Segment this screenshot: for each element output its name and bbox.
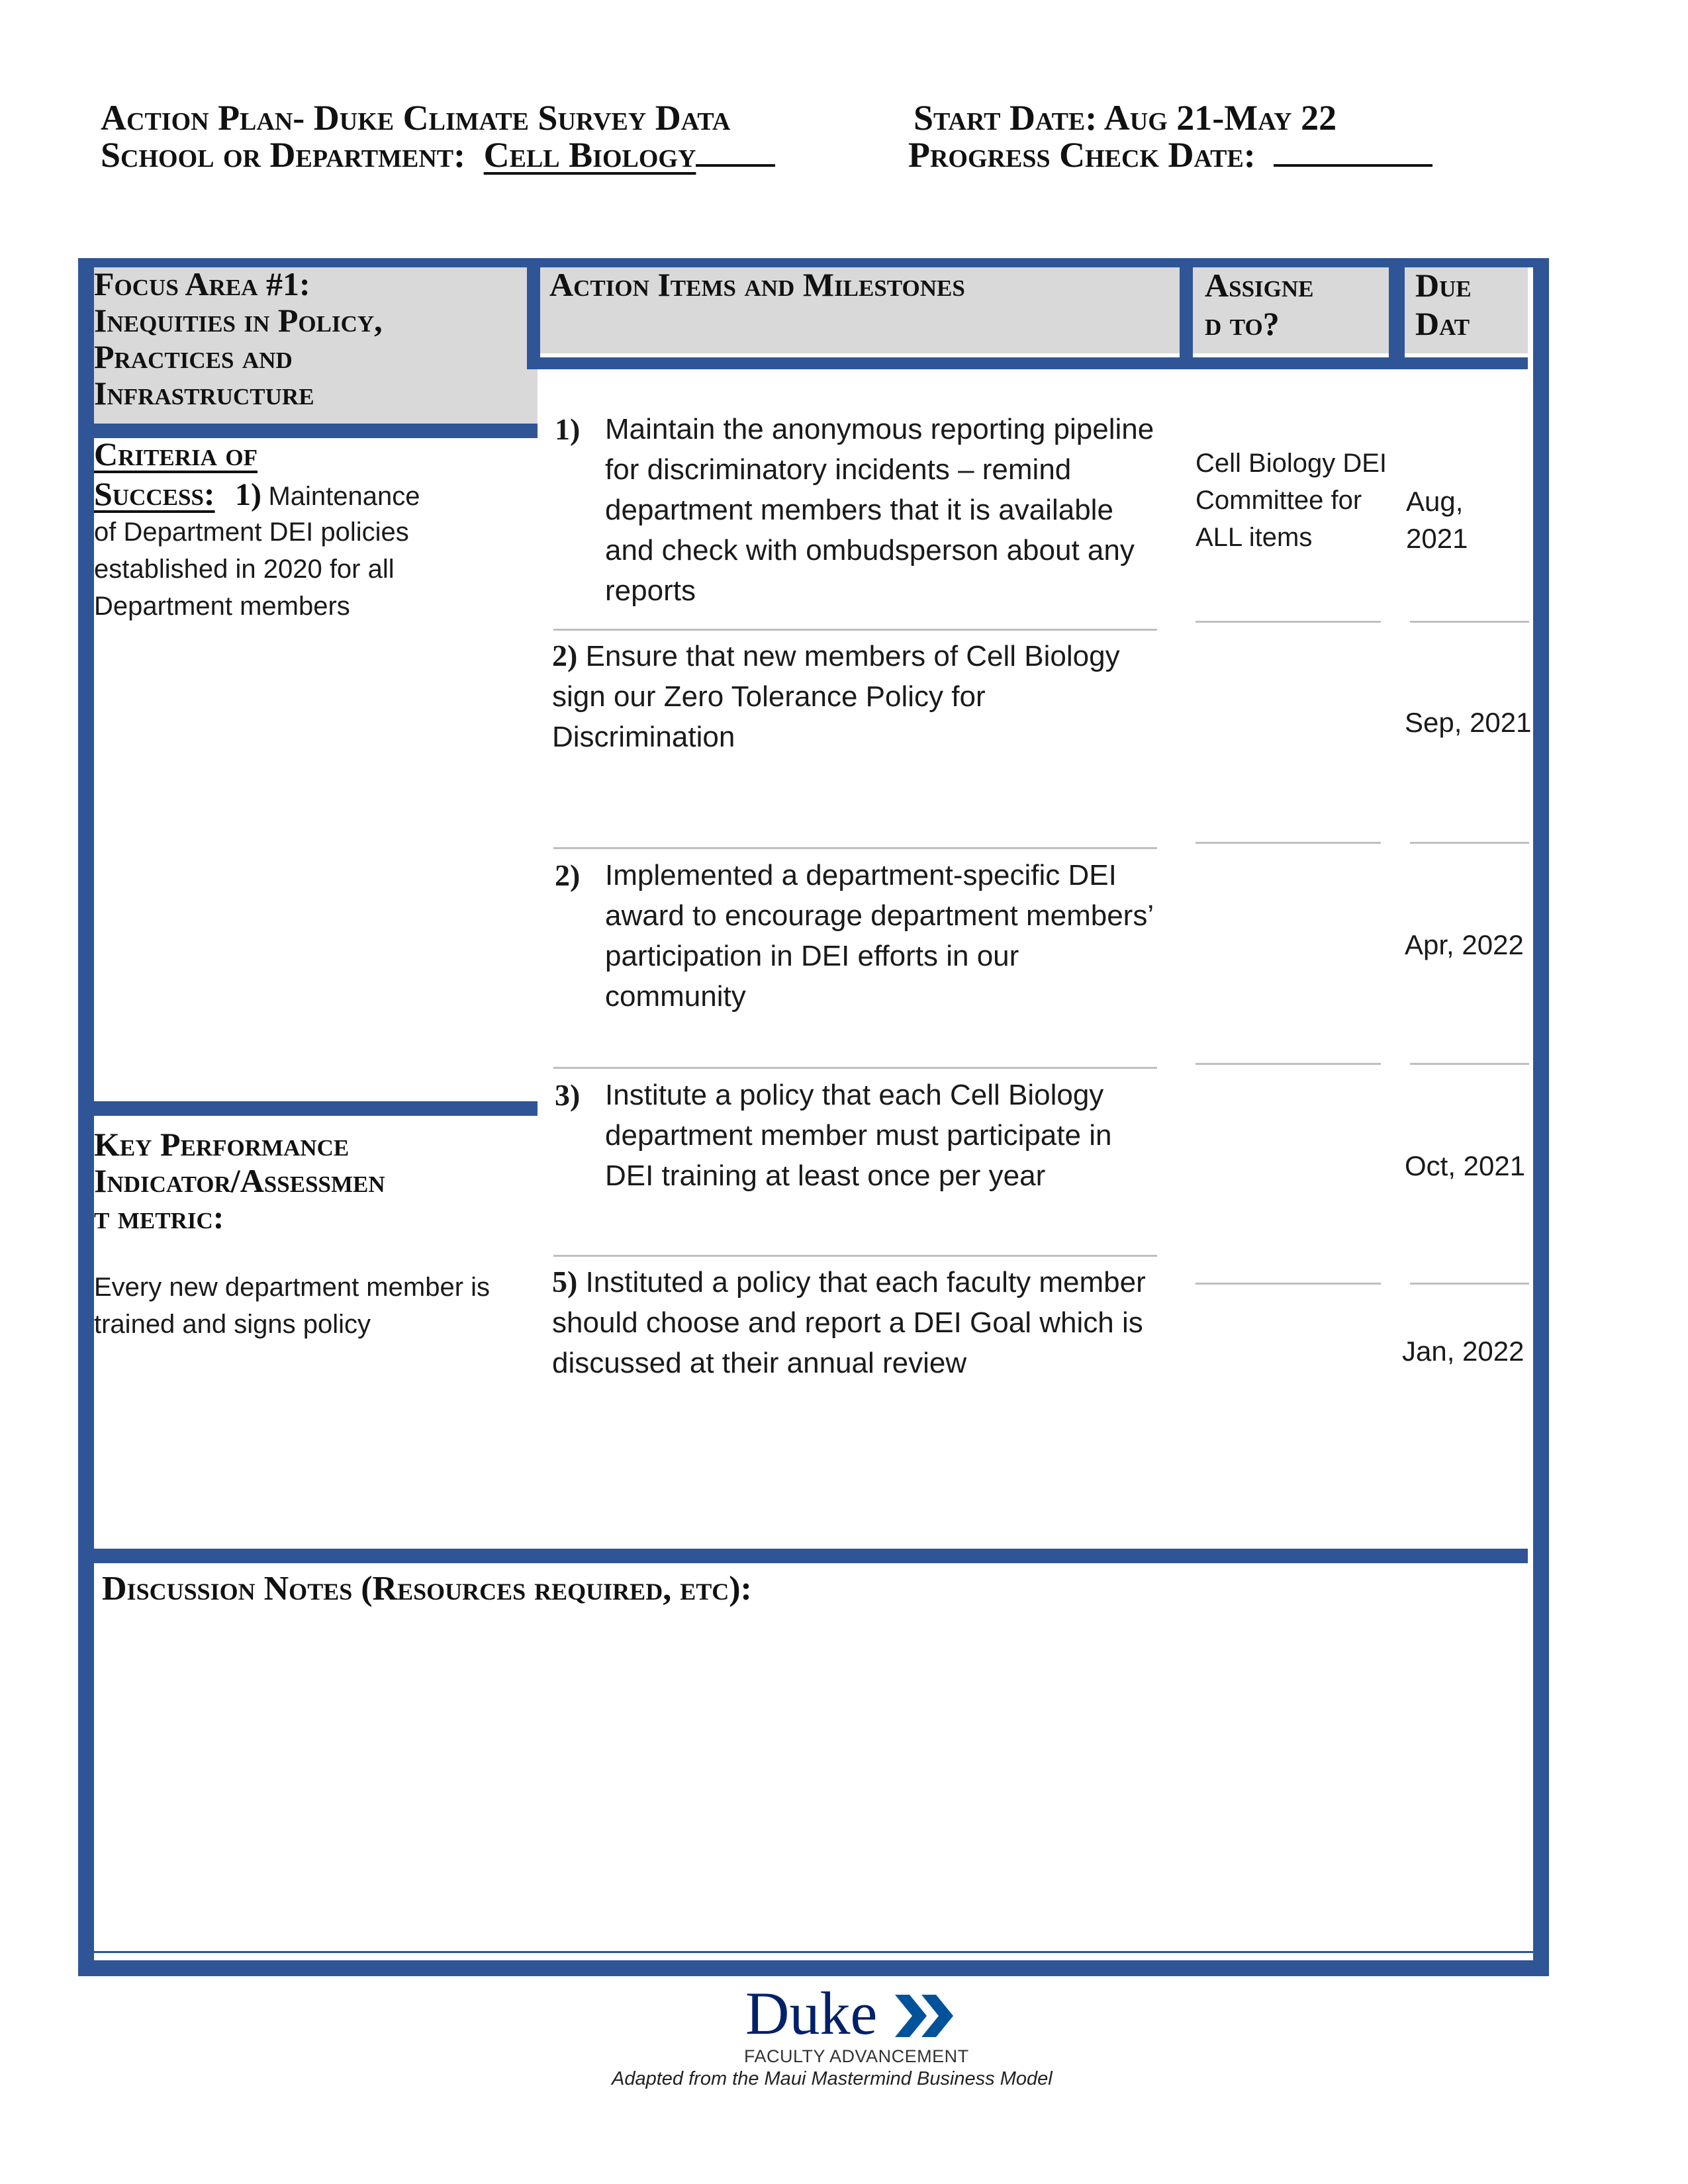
due-heading-line: Due [1415, 267, 1472, 304]
plan-title: Action Plan- Duke Climate Survey Data [101, 98, 731, 138]
frame-bottom [78, 1960, 1549, 1976]
duke-logo-text: Duke [745, 1979, 878, 2047]
criteria-heading-success: Success: [94, 475, 215, 512]
action-item-line: Instituted a policy that each faculty member [585, 1266, 1146, 1298]
action-item-first-line [552, 635, 1201, 676]
credit-line: Adapted from the Maui Mastermind Business Model [612, 2068, 1053, 2089]
assigned-to-line: Cell Biology DEI [1196, 449, 1387, 478]
faculty-advancement-label: FACULTY ADVANCEMENT [744, 2046, 969, 2066]
department-line [101, 136, 775, 173]
action-item [555, 409, 1203, 611]
action-item-text [605, 855, 1154, 1017]
action-item-line: Institute a policy that each Cell Biology [605, 1079, 1104, 1111]
action-item [552, 635, 1201, 757]
kpi-text-line: trained and signs policy [94, 1310, 371, 1339]
row-separator [553, 1255, 1157, 1257]
row-separator [1196, 621, 1381, 623]
column-divider-assigned [1180, 258, 1193, 357]
row-separator [1410, 1283, 1529, 1285]
action-item-number: 2) [552, 639, 578, 672]
assigned-to-text [1196, 445, 1387, 556]
department-underline [696, 164, 775, 167]
action-item-line: reports [605, 574, 696, 607]
discussion-notes-heading: Discussion Notes (Resources required, etc): [102, 1570, 752, 1608]
kpi-heading-line: t metric: [94, 1199, 224, 1236]
focus-area-title-line: Inequities in Policy, [94, 302, 383, 339]
due-date [1406, 483, 1468, 557]
action-header-bottom-bar [527, 357, 1528, 369]
row-separator [553, 629, 1157, 631]
action-item-line: DEI training at least once per year [605, 1160, 1046, 1192]
action-item-line: Discrimination [552, 721, 735, 753]
frame-bottom-inner [94, 1951, 1533, 1953]
due-date-line: 2021 [1406, 523, 1468, 554]
assigned-heading [1205, 266, 1314, 343]
chevron-logo-icon [895, 1995, 961, 2037]
criteria-text-line: Department members [94, 592, 350, 621]
action-item-line: discussed at their annual review [552, 1347, 967, 1379]
assigned-heading-line: d to? [1205, 305, 1280, 342]
criteria-number: 1) [235, 477, 261, 512]
action-item-first-line [552, 1261, 1214, 1302]
action-item-line: Ensure that new members of Cell Biology [585, 640, 1120, 672]
row-separator [553, 1067, 1157, 1069]
action-item-number: 5) [552, 1265, 578, 1298]
criteria-heading-line2 [94, 474, 524, 514]
row-separator [1196, 842, 1381, 844]
action-item-line: award to encourage department members’ [605, 899, 1154, 932]
focus-area-title [94, 266, 383, 412]
row-separator [1196, 1283, 1381, 1285]
kpi-section [94, 1126, 531, 1343]
action-item-number: 3) [555, 1078, 581, 1112]
focus-area-title-line: Focus Area #1: [94, 265, 310, 302]
criteria-text-line: of Department DEI policies [94, 518, 409, 547]
due-heading [1415, 266, 1472, 343]
progress-check-blank[interactable] [1274, 164, 1432, 167]
action-item-line: sign our Zero Tolerance Policy for [552, 680, 986, 713]
action-items-heading: Action Items and Milestones [549, 266, 965, 303]
due-date-line: Aug, [1406, 486, 1464, 517]
focus-area-title-line: Practices and [94, 338, 293, 375]
progress-check-label: Progress Check Date: [908, 135, 1256, 175]
row-separator [553, 847, 1157, 849]
action-item-number: 2) [555, 858, 581, 892]
criteria-text [94, 514, 524, 625]
department-value: Cell Biology [483, 135, 696, 175]
row-separator [1410, 842, 1529, 844]
action-item-line: and check with ombudsperson about any [605, 534, 1135, 567]
discussion-divider [94, 1549, 1528, 1563]
action-item-line: for discriminatory incidents – remind [605, 453, 1072, 486]
kpi-text-line: Every new department member is [94, 1273, 491, 1302]
criteria-text-line: established in 2020 for all [94, 555, 395, 584]
assigned-to-line: Committee for [1196, 486, 1362, 515]
duke-logo [741, 1979, 953, 2049]
action-item-text [605, 409, 1154, 611]
department-label: School or Department: [101, 135, 466, 175]
action-item-line: department member must participate in [605, 1119, 1112, 1152]
assigned-heading-line: Assigne [1205, 267, 1314, 304]
action-item-line: Maintain the anonymous reporting pipeline [605, 413, 1154, 445]
start-date: Start Date: Aug 21-May 22 [914, 98, 1337, 138]
action-item-line: department members that it is available [605, 494, 1113, 526]
progress-check-line [908, 136, 1432, 173]
row-separator [1196, 1063, 1381, 1065]
frame-left [78, 258, 94, 1976]
due-date: Apr, 2022 [1405, 929, 1524, 960]
due-date: Oct, 2021 [1405, 1150, 1526, 1181]
action-item [555, 855, 1203, 1017]
due-date: Sep, 2021 [1405, 707, 1532, 738]
criteria-text-first: Maintenance [268, 482, 420, 511]
criteria-heading-line1: Criteria of [94, 435, 258, 473]
row-separator [1410, 621, 1529, 623]
criteria-of-success [94, 434, 524, 625]
action-item-line: Implemented a department-specific DEI [605, 859, 1117, 891]
action-item-line: should choose and report a DEI Goal which is [552, 1306, 1143, 1339]
action-item-line: participation in DEI efforts in our [605, 940, 1019, 972]
kpi-heading-line: Key Performance [94, 1126, 350, 1163]
row-separator [1410, 1063, 1529, 1065]
kpi-heading-line: Indicator/Assessmen [94, 1162, 385, 1199]
focus-area-title-line: Infrastructure [94, 375, 314, 412]
discussion-notes-area[interactable] [101, 1621, 1524, 1939]
assigned-to-line: ALL items [1196, 523, 1313, 552]
action-item [555, 1075, 1203, 1196]
action-item-number: 1) [555, 412, 581, 446]
action-item-text [605, 1075, 1111, 1196]
column-divider-due [1389, 258, 1405, 357]
kpi-heading [94, 1126, 531, 1236]
action-item-line: community [605, 980, 746, 1013]
due-heading-line: Dat [1415, 305, 1470, 342]
action-item [552, 1261, 1214, 1383]
frame-right [1533, 258, 1549, 1976]
kpi-text [94, 1269, 531, 1343]
column-divider-top [527, 258, 540, 369]
due-date: Jan, 2022 [1402, 1336, 1524, 1367]
kpi-divider [94, 1101, 538, 1116]
